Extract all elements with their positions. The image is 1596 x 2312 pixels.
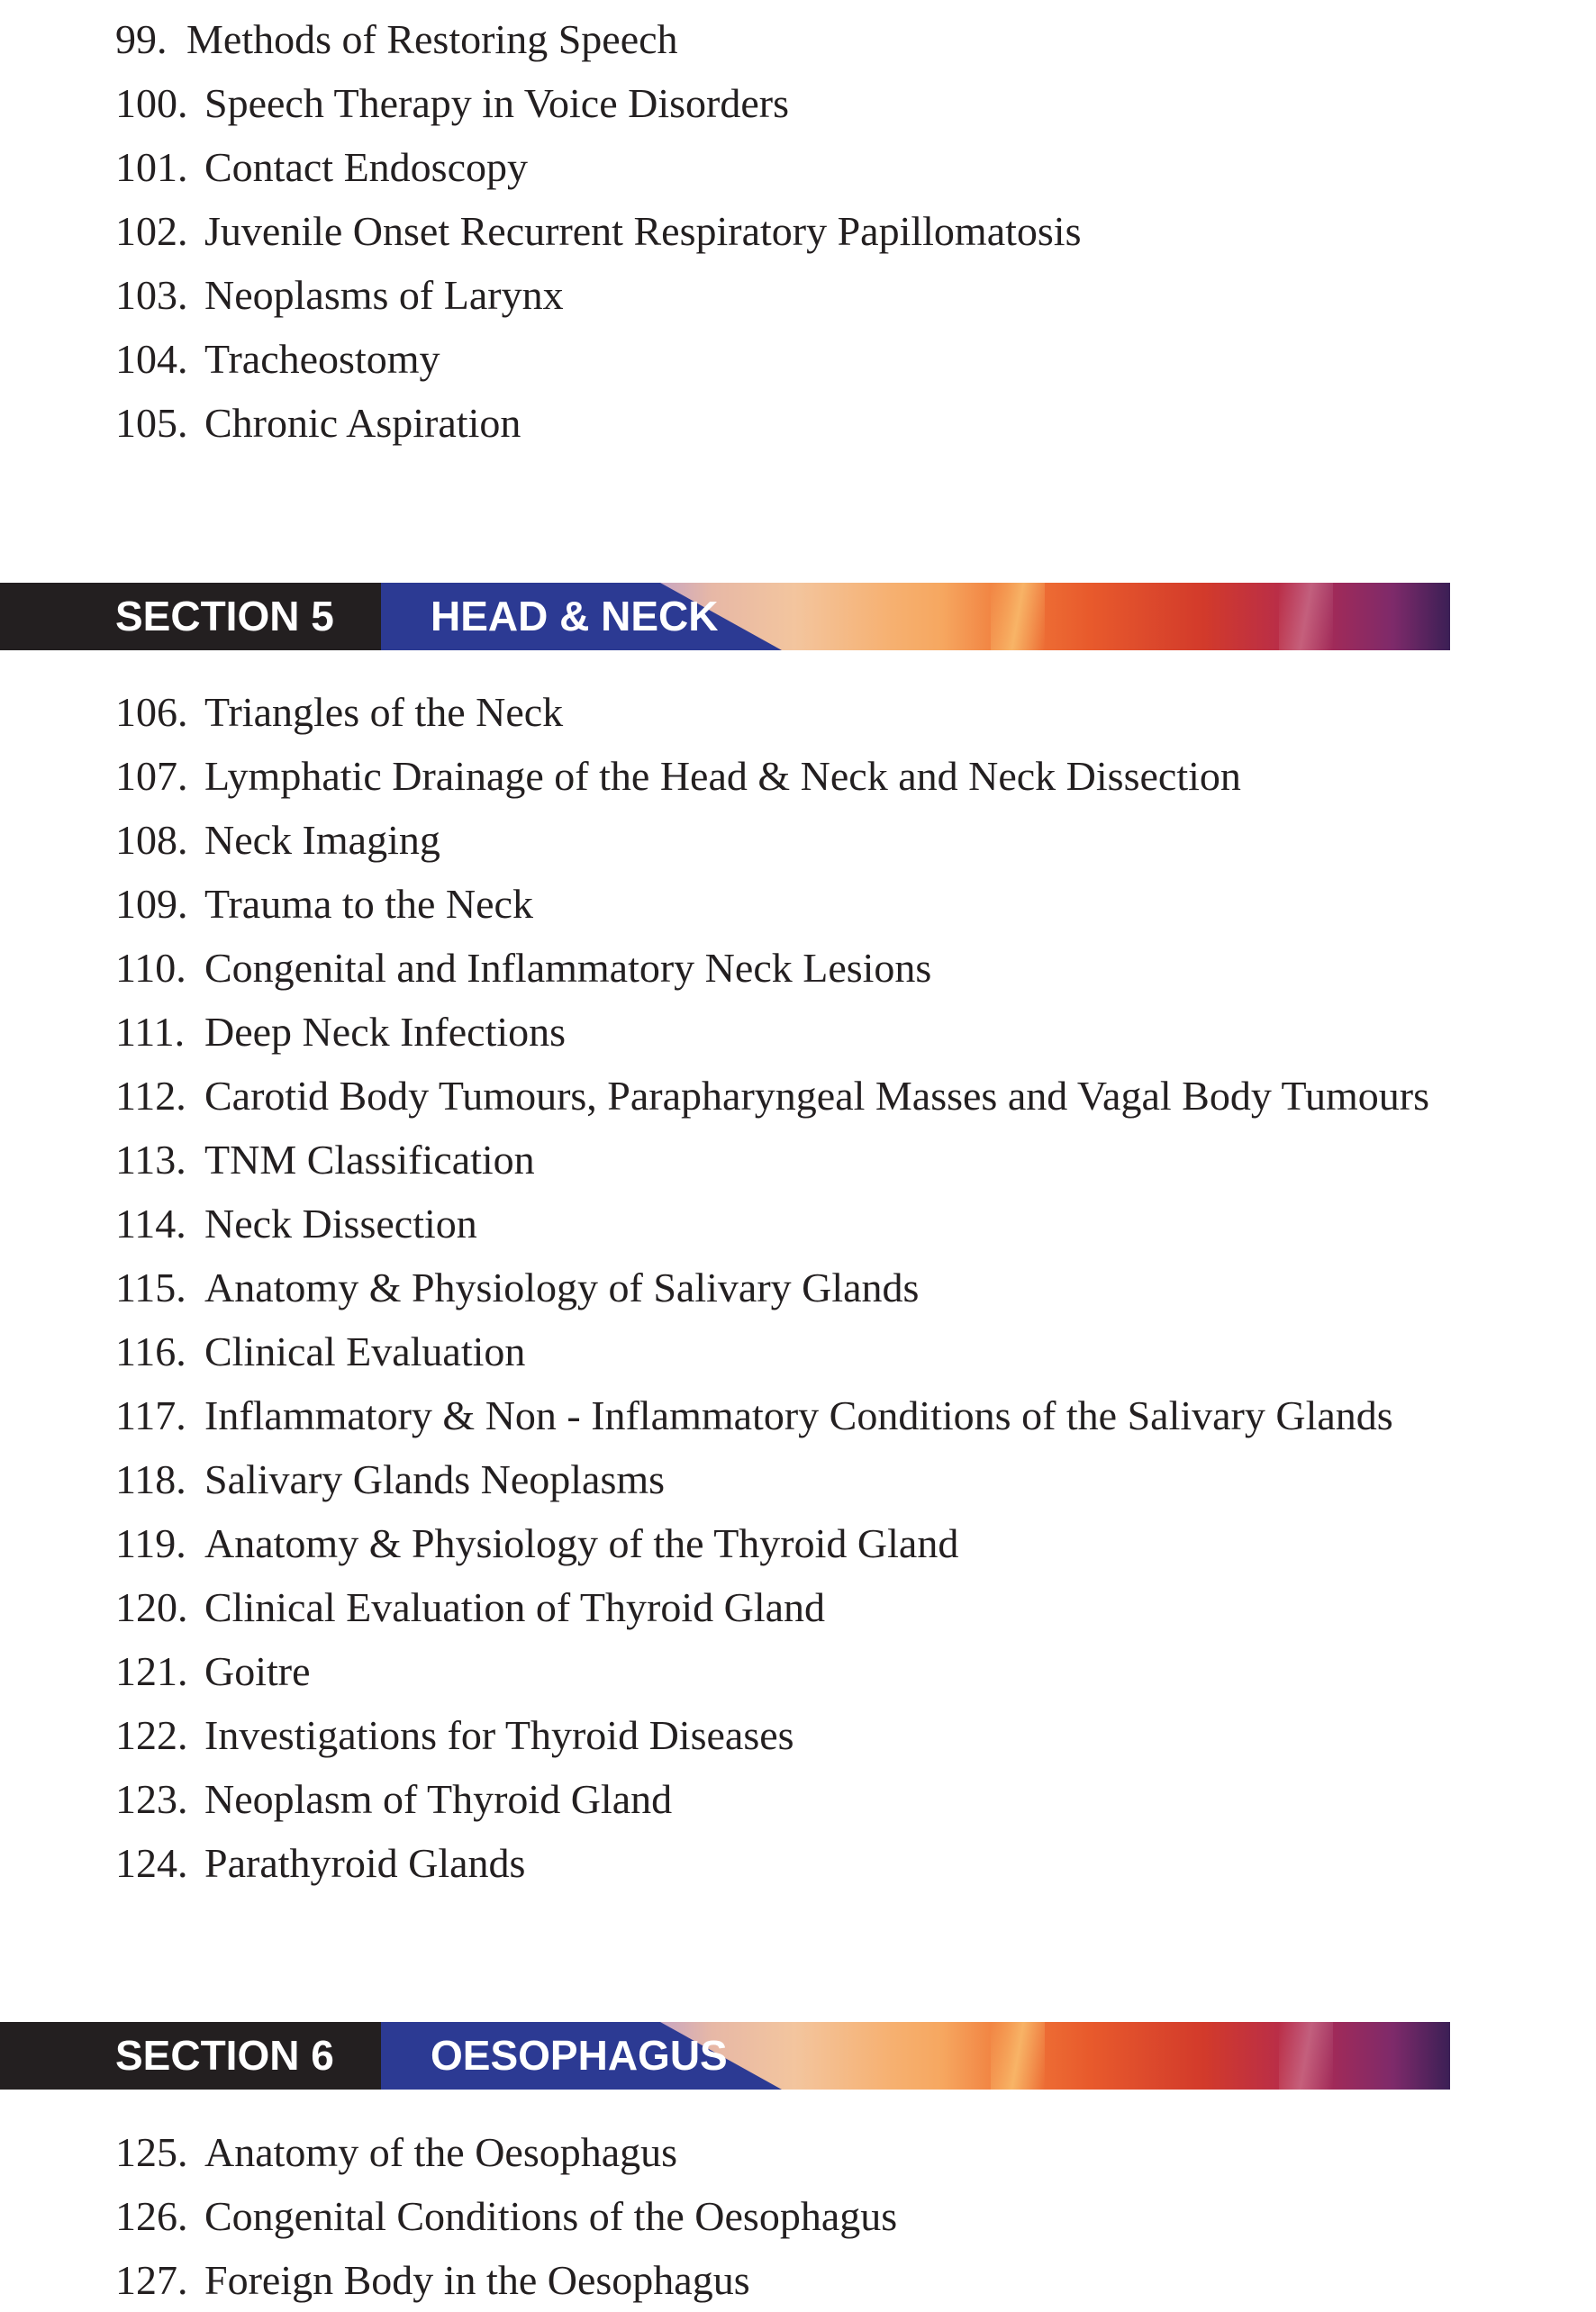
chapter-title: Juvenile Onset Recurrent Respiratory Papillomatosis: [204, 208, 1082, 254]
section-title: HEAD & NECK: [431, 593, 719, 639]
chapter-title: Neck Dissection: [204, 1201, 477, 1247]
chapter-title: Clinical Evaluation: [204, 1328, 526, 1374]
chapter-number: 108.: [115, 817, 188, 863]
chapter-number: 107.: [115, 753, 188, 799]
chapter-number: 127.: [115, 2257, 188, 2303]
chapter-number: 102.: [115, 208, 188, 254]
chapter-number: 114.: [115, 1201, 186, 1247]
chapter-number: 121.: [115, 1648, 188, 1694]
chapter-title: Contact Endoscopy: [204, 144, 528, 190]
chapter-number: 103.: [115, 272, 188, 318]
chapter-number: 100.: [115, 80, 188, 126]
section-label: SECTION 5: [115, 593, 334, 639]
chapter-number: 124.: [115, 1840, 188, 1886]
chapter-number: 106.: [115, 689, 188, 735]
chapter-title: Neck Imaging: [204, 817, 440, 863]
section-label: SECTION 6: [115, 2032, 334, 2079]
chapter-title: Salivary Glands Neoplasms: [204, 1456, 666, 1502]
chapter-number: 110.: [115, 945, 186, 991]
chapter-title: Congenital Conditions of the Oesophagus: [204, 2193, 898, 2239]
chapter-number: 122.: [115, 1712, 188, 1758]
section-5-header-bar: [0, 583, 1450, 650]
chapter-title: Tracheostomy: [204, 336, 440, 382]
chapter-title: Lymphatic Drainage of the Head & Neck and Neck Dissection: [204, 753, 1241, 799]
chapter-title: Clinical Evaluation of Thyroid Gland: [204, 1584, 826, 1630]
section-title: OESOPHAGUS: [431, 2032, 728, 2079]
chapter-number: 126.: [115, 2193, 188, 2239]
chapter-title: Chronic Aspiration: [204, 400, 521, 446]
chapter-number: 119.: [115, 1520, 186, 1566]
chapter-number: 118.: [115, 1456, 186, 1502]
chapter-title: Methods of Restoring Speech: [186, 16, 678, 62]
chapter-title: Congenital and Inflammatory Neck Lesions: [204, 945, 932, 991]
chapter-title: TNM Classification: [204, 1137, 535, 1183]
chapter-title: Goitre: [204, 1648, 311, 1694]
chapter-number: 105.: [115, 400, 188, 446]
chapter-number: 99.: [115, 16, 168, 62]
section-6-header-bar: [0, 2022, 1450, 2090]
chapter-number: 123.: [115, 1776, 188, 1822]
chapter-title: Inflammatory & Non - Inflammatory Conditions of the Salivary Glands: [204, 1392, 1393, 1438]
chapter-title: Speech Therapy in Voice Disorders: [204, 80, 789, 126]
chapter-number: 109.: [115, 881, 188, 927]
chapter-number: 115.: [115, 1265, 186, 1310]
chapter-title: Trauma to the Neck: [204, 881, 533, 927]
chapter-number: 101.: [115, 144, 188, 190]
chapter-number: 112.: [115, 1073, 186, 1119]
chapter-number: 111.: [115, 1009, 186, 1055]
chapter-number: 120.: [115, 1584, 188, 1630]
chapter-title: Anatomy & Physiology of Salivary Glands: [204, 1265, 920, 1310]
chapter-title: Triangles of the Neck: [204, 689, 564, 735]
chapter-title: Neoplasms of Larynx: [204, 272, 564, 318]
chapter-title: Investigations for Thyroid Diseases: [204, 1712, 794, 1758]
chapter-title: Parathyroid Glands: [204, 1840, 526, 1886]
chapter-number: 104.: [115, 336, 188, 382]
chapter-number: 117.: [115, 1392, 186, 1438]
chapter-title: Carotid Body Tumours, Parapharyngeal Masses and Vagal Body Tumours: [204, 1073, 1429, 1119]
chapter-number: 113.: [115, 1137, 186, 1183]
chapter-title: Anatomy of the Oesophagus: [204, 2129, 678, 2175]
chapter-title: Anatomy & Physiology of the Thyroid Gland: [204, 1520, 959, 1566]
chapter-title: Deep Neck Infections: [204, 1009, 567, 1055]
chapter-number: 125.: [115, 2129, 188, 2175]
chapter-title: Neoplasm of Thyroid Gland: [204, 1776, 673, 1822]
chapter-number: 116.: [115, 1328, 186, 1374]
chapter-title: Foreign Body in the Oesophagus: [204, 2257, 750, 2303]
